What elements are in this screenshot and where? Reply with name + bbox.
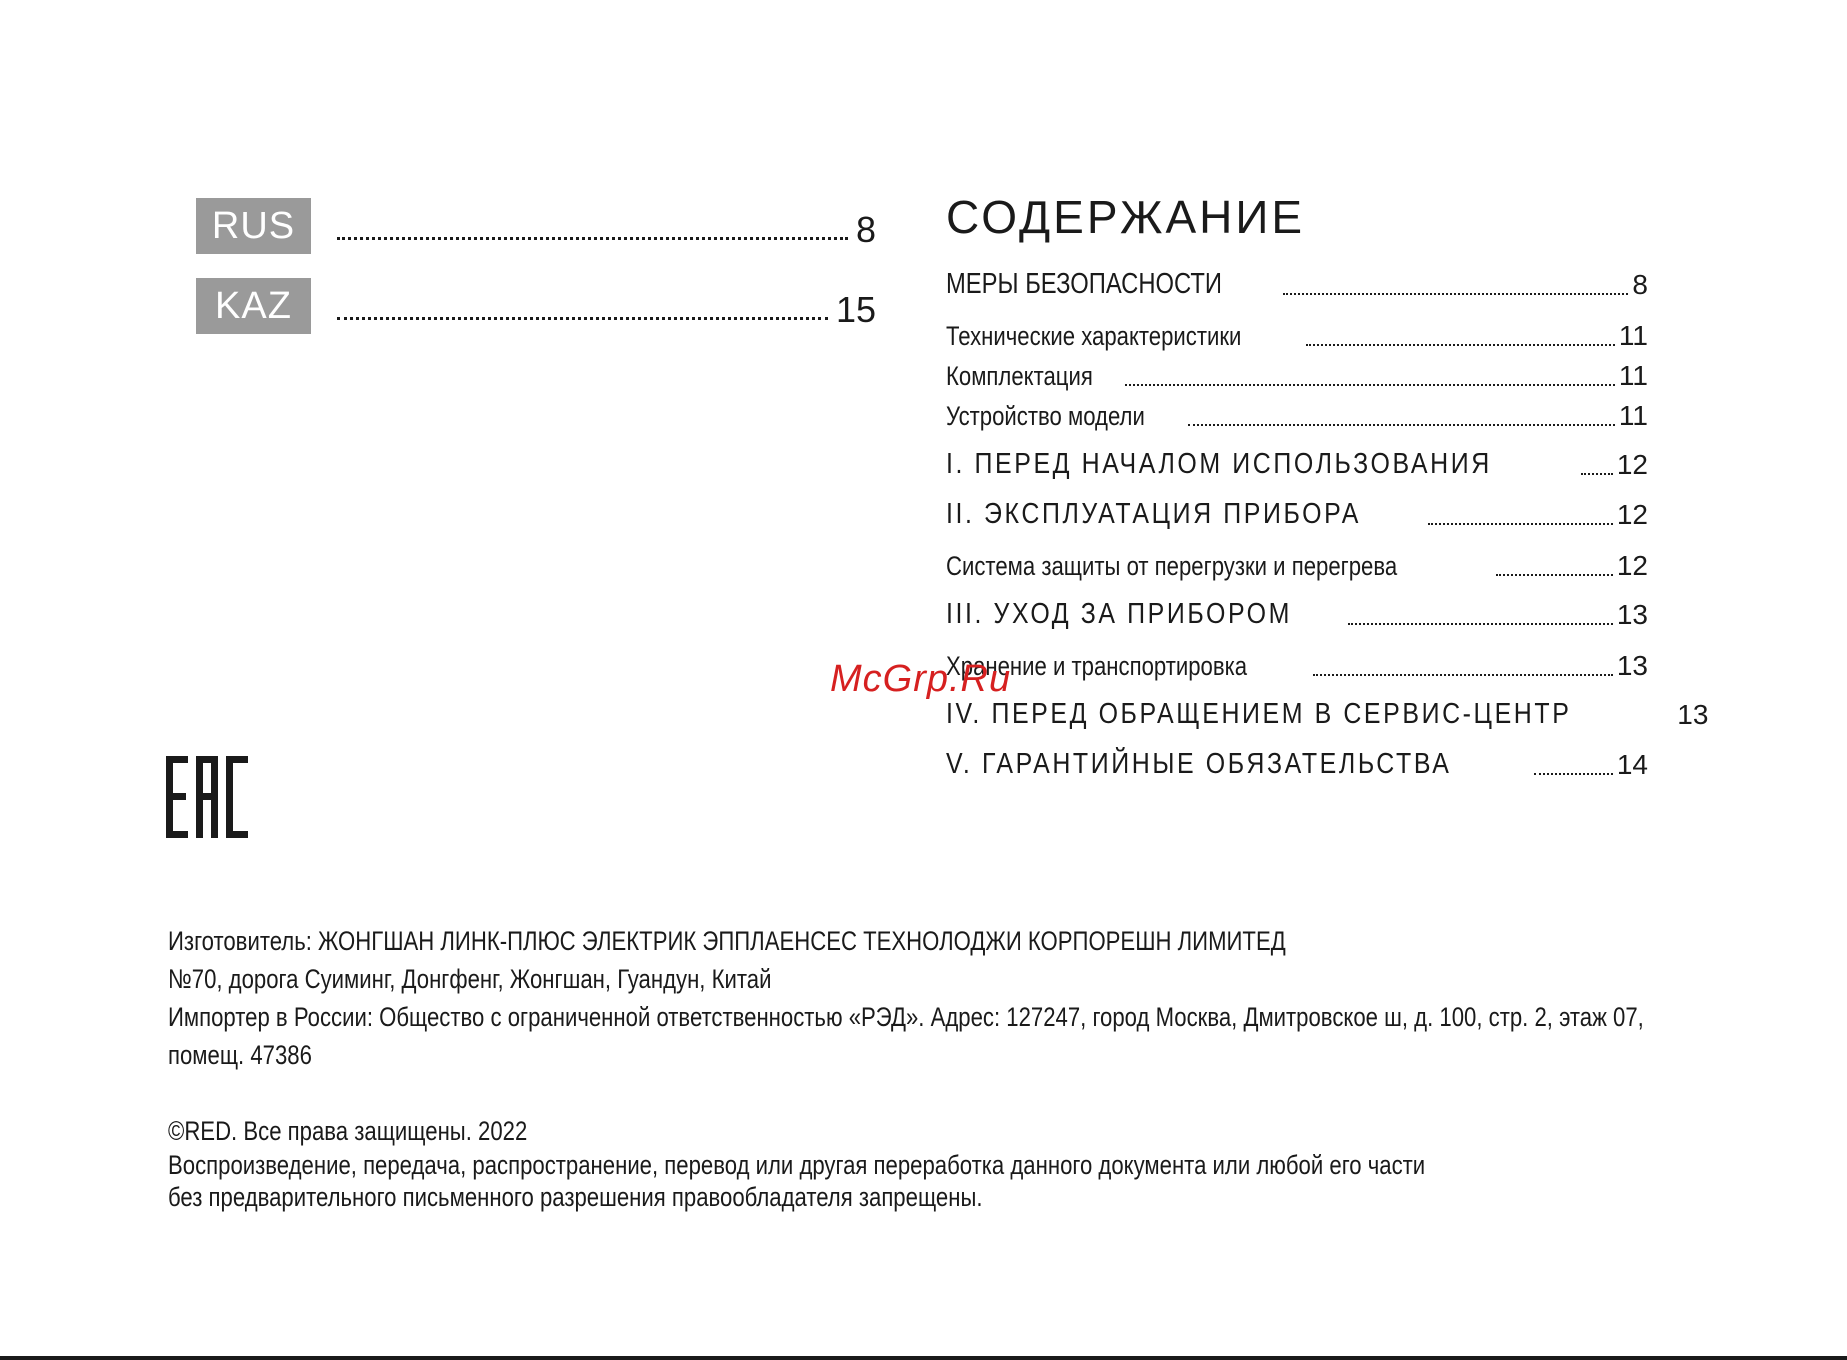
language-badge: RUS: [196, 198, 311, 254]
toc-item[interactable]: [946, 550, 1648, 582]
dot-leader: [337, 237, 848, 240]
dot-leader: [1125, 384, 1615, 386]
toc-item[interactable]: [946, 498, 1648, 531]
toc-item[interactable]: [946, 650, 1648, 682]
toc-item-page: 11: [1618, 360, 1648, 391]
dot-leader: [1283, 293, 1629, 295]
toc-item-label: МЕРЫ БЕЗОПАСНОСТИ: [946, 268, 1223, 300]
dot-leader: [1496, 574, 1613, 576]
dot-leader: [337, 317, 828, 320]
manufacturer-line: Изготовитель: ЖОНГШАН ЛИНК-ПЛЮС ЭЛЕКТРИК ЭППЛАЕНСЕС ТЕХНОЛОДЖИ КОРПОРЕШН ЛИМИТЕД: [168, 926, 1286, 956]
toc-item-page: 11: [1618, 400, 1648, 431]
page-number: 8: [855, 209, 876, 250]
toc-item[interactable]: [946, 448, 1648, 481]
dot-leader: [1188, 424, 1614, 426]
reproduction-notice-line-1: Воспроизведение, передача, распространение, перевод или другая переработка данного документа или любой его части: [168, 1150, 1426, 1180]
dot-leader: [1428, 523, 1612, 525]
toc-item-page: 14: [1616, 749, 1648, 780]
toc-item[interactable]: [946, 360, 1648, 392]
copyright: ©RED. Все права защищены. 2022: [168, 1116, 528, 1146]
toc-item-page: 13: [1677, 699, 1709, 730]
toc-item-page: 13: [1616, 599, 1648, 630]
toc-item-page: 11: [1618, 320, 1648, 351]
dot-leader: [1306, 344, 1615, 346]
toc-item-label: III. УХОД ЗА ПРИБОРОМ: [946, 598, 1293, 630]
toc-item-label: Система защиты от перегрузки и перегрева: [946, 551, 1398, 581]
dot-leader: [1534, 773, 1613, 775]
dot-leader: [1348, 623, 1613, 625]
toc-item-page: 12: [1616, 550, 1648, 581]
toc-item-label: Комплектация: [946, 361, 1093, 391]
toc-item-label: V. ГАРАНТИЙНЫЕ ОБЯЗАТЕЛЬСТВА: [946, 748, 1452, 780]
toc-item[interactable]: [946, 748, 1648, 781]
toc-item[interactable]: [946, 400, 1648, 432]
toc-item-label: II. ЭКСПЛУАТАЦИЯ ПРИБОРА: [946, 498, 1361, 530]
toc-item[interactable]: [946, 598, 1648, 631]
eac-certification-logo: [166, 756, 252, 838]
toc-item[interactable]: [946, 698, 1709, 731]
toc-item-page: 12: [1616, 449, 1648, 480]
toc-item-label: Устройство модели: [946, 401, 1145, 431]
toc-item-label: Технические характеристики: [946, 321, 1242, 351]
reproduction-notice-line-2: без предварительного письменного разрешения правообладателя запрещены.: [168, 1182, 983, 1212]
toc-item-label: Хранение и транспортировка: [946, 651, 1248, 681]
toc-item-page: 8: [1632, 269, 1648, 300]
toc-item-label: IV. ПЕРЕД ОБРАЩЕНИЕМ В СЕРВИС-ЦЕНТР: [946, 698, 1572, 730]
importer-line: Импортер в России: Общество с ограниченной ответственностью «РЭД». Адрес: 127247, город Москва, Дмитровское ш, д. 100, стр. 2, этаж 07,: [168, 1002, 1644, 1032]
toc-title: СОДЕРЖАНИЕ: [946, 191, 1306, 243]
toc-item-page: 12: [1616, 499, 1648, 530]
language-badge: KAZ: [196, 278, 311, 334]
toc-item-page: 13: [1616, 650, 1648, 681]
watermark: McGrp.Ru: [830, 658, 1012, 700]
manufacturer-address: №70, дорога Суиминг, Донгфенг, Жонгшан, Гуандун, Китай: [168, 964, 772, 994]
language-row-rus[interactable]: [196, 198, 876, 254]
toc-item[interactable]: [946, 268, 1648, 301]
page-number: 15: [835, 289, 876, 330]
page-bottom-rule: [0, 1356, 1847, 1360]
language-row-kaz[interactable]: [196, 278, 876, 334]
toc-item[interactable]: [946, 320, 1648, 352]
dot-leader: [1581, 473, 1613, 475]
toc-item-label: I. ПЕРЕД НАЧАЛОМ ИСПОЛЬЗОВАНИЯ: [946, 448, 1492, 480]
dot-leader: [1313, 674, 1613, 676]
importer-room: помещ. 47386: [168, 1040, 312, 1070]
